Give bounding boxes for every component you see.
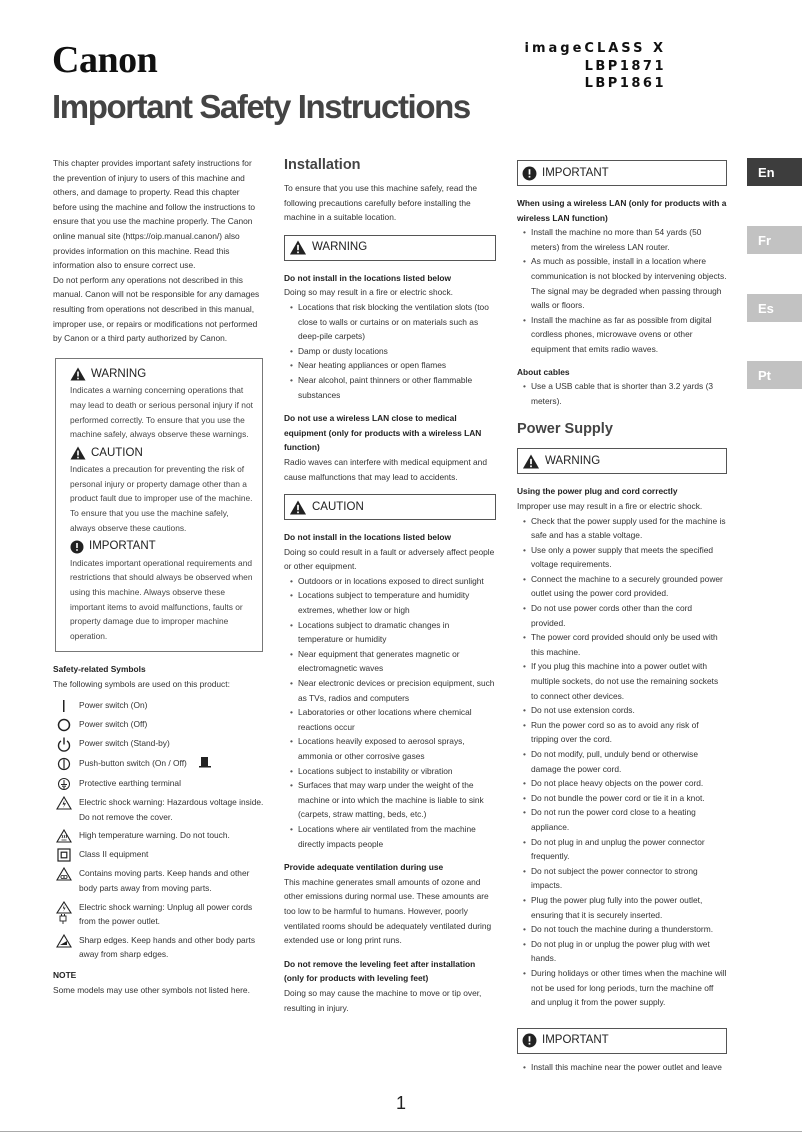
model-series: imageCLASS X <box>524 41 666 56</box>
list-item: • Locations subject to instability or vibration <box>284 764 496 779</box>
list-item: • Do not bundle the power cord or tie it in a knot. <box>517 791 727 806</box>
bullet-list <box>517 514 727 1010</box>
list-item: • Install this machine near the power outlet and leave <box>517 1060 727 1075</box>
symbol-legend-box <box>55 358 263 653</box>
list-item: • Do not use extension cords. <box>517 703 727 718</box>
section-title: Using the power plug and cord correctly <box>517 486 678 497</box>
symbol-row <box>53 756 265 773</box>
list-item: • Locations subject to dramatic changes in temperature or humidity <box>284 618 496 647</box>
list-item: • Use only a power supply that meets the specified voltage requirements. <box>517 543 727 572</box>
important-box <box>517 1028 727 1054</box>
lang-tab-es[interactable]: Es <box>747 294 802 322</box>
note-title: NOTE <box>53 969 77 980</box>
symbol-label: Power switch (Off) <box>79 718 148 729</box>
important-label: IMPORTANT <box>542 166 609 179</box>
list-item: • Run the power cord so as to avoid any risk of tripping over the cord. <box>517 718 727 747</box>
symbol-label: Power switch (On) <box>79 699 148 710</box>
symbol-label: Class II equipment <box>79 849 149 860</box>
page-number: 1 <box>396 1093 407 1113</box>
symbol-label: Power switch (Stand-by) <box>79 737 170 748</box>
list-item: • Do not modify, pull, unduly bend or otherwise damage the power cord. <box>517 747 727 776</box>
list-item: • Do not plug in or unplug the power plug with wet hands. <box>517 937 727 966</box>
list-item: • Locations subject to temperature and humidity extremes, whether low or high <box>284 588 496 617</box>
list-item: • Near heating appliances or open flames <box>284 358 496 373</box>
symbol-label: Push-button switch (On / Off) <box>79 757 187 768</box>
list-item: • Near equipment that generates magnetic or electromagnetic waves <box>284 647 496 676</box>
list-item: • As much as possible, install in a location where communication is not blocked by intervening objects. The signal may be degraded when passing through walls or floors. <box>517 254 727 312</box>
symbol-row <box>53 828 265 843</box>
symbol-label: Sharp edges. Keep hands and other body parts away from sharp edges. <box>79 934 256 960</box>
bullet-list <box>517 1060 727 1075</box>
page-bottom-divider <box>0 1131 802 1132</box>
list-item: • Locations heavily exposed to aerosol sprays, ammonia or other corrosive gases <box>284 734 496 763</box>
list-item: • Install the machine as far as possible from digital cordless phones, microwave ovens or other equipment that emits radio waves. <box>517 313 727 357</box>
model-lbp1871: LBP1871 <box>584 59 666 74</box>
power-on-icon <box>53 698 75 713</box>
bullet-list <box>517 225 727 356</box>
list-item: • Outdoors or in locations exposed to direct sunlight <box>284 574 496 589</box>
section-text: Doing so may cause the machine to move or tip over, resulting in injury. <box>284 987 482 1013</box>
caution-label: CAUTION <box>312 500 364 513</box>
symbol-row <box>53 698 265 713</box>
installation-intro: To ensure that you use this machine safely, read the following precautions carefully before installing the machine in a suitable location. <box>284 183 478 223</box>
symbol-label: Protective earthing terminal <box>79 778 181 789</box>
caution-triangle-icon <box>289 500 307 515</box>
list-item: • Do not use power cords other than the cord provided. <box>517 601 727 630</box>
list-item: • Install the machine no more than 54 yards (50 meters) from the wireless LAN router. <box>517 225 727 254</box>
important-box <box>517 160 727 186</box>
list-item: • Surfaces that may warp under the weight of the machine or into which the machine is liable to sink (carpets, straw matting, beds, etc.) <box>284 778 496 822</box>
lang-tab-pt[interactable]: Pt <box>747 361 802 389</box>
list-item: • Do not run the power cord close to a heating appliance. <box>517 805 727 834</box>
canon-logo: Canon <box>52 39 158 81</box>
legend-caution-title: CAUTION <box>91 446 143 459</box>
column-power <box>517 156 727 1074</box>
caution-triangle-icon <box>70 446 86 460</box>
symbol-row <box>53 866 265 895</box>
list-item: • Do not subject the power connector to strong impacts. <box>517 864 727 893</box>
model-lbp1861: LBP1861 <box>584 76 666 91</box>
symbol-row <box>53 900 265 929</box>
push-button-icon <box>53 756 75 771</box>
note-text: Some models may use other symbols not listed here. <box>53 984 250 995</box>
caution-box <box>284 494 496 520</box>
symbol-row <box>53 795 265 824</box>
list-item: • Locations where air ventilated from the machine directly impacts people <box>284 822 496 851</box>
list-item: • Do not touch the machine during a thunderstorm. <box>517 922 727 937</box>
important-label: IMPORTANT <box>542 1034 609 1047</box>
warning-label: WARNING <box>312 241 368 254</box>
section-title: When using a wireless LAN (only for products with a wireless LAN function) <box>517 198 727 223</box>
symbols-intro: The following symbols are used on this product: <box>53 679 230 689</box>
high-temp-icon <box>53 828 75 843</box>
symbol-row <box>53 847 265 862</box>
list-item: • Use a USB cable that is shorter than 3.2 yards (3 meters). <box>517 379 727 408</box>
electric-shock-icon <box>53 795 75 810</box>
section-title: Do not install in the locations listed below <box>284 532 452 543</box>
symbol-row <box>53 933 265 962</box>
warning-triangle-icon <box>289 240 307 255</box>
list-item: • Laboratories or other locations where chemical reactions occur <box>284 705 496 734</box>
section-intro: Improper use may result in a fire or electric shock. <box>517 500 703 511</box>
legend-warning-text: Indicates a warning concerning operations that may lead to death or serious personal injury if not performed correctly. To ensure that you use the machine safely, always observe these warnings. <box>70 385 253 440</box>
list-item: • Plug the power plug fully into the power outlet, ensuring that it is securely inserted. <box>517 893 727 922</box>
intro-paragraph: This chapter provides important safety instructions for the prevention of injury to users of this machine and others, and damage to property. Read this chapter before using the machine and follow the instructions to ensure that you use the machine properly. The Canon online manual site (https://oip.manual.canon/) also provides information on this machine. Read this information also to ensure correct use. <box>53 158 256 271</box>
intro-paragraph: Do not perform any operations not described in this manual. Canon will not be responsible for any damages resulting from operations not described in this manual, improper use, or repairs or modifications not performed by Canon or a third party authorized by Canon. <box>53 274 260 344</box>
standby-icon <box>53 736 75 752</box>
symbol-label: High temperature warning. Do not touch. <box>79 830 230 841</box>
section-title: Provide adequate ventilation during use <box>284 862 444 873</box>
unplug-icon <box>53 900 75 925</box>
class2-icon <box>53 847 75 862</box>
bullet-list <box>284 300 496 402</box>
bullet-list <box>284 574 496 851</box>
list-item: • During holidays or other times when the machine will not be used for long periods, turn the machine off and unplug it from the power supply. <box>517 966 727 1010</box>
bullet-list <box>517 379 727 408</box>
symbol-label: Electric shock warning: Hazardous voltage inside. Do not remove the cover. <box>79 797 264 822</box>
column-installation <box>284 156 496 1015</box>
warning-triangle-icon <box>522 454 540 469</box>
list-item: • The power cord provided should only be used with this machine. <box>517 630 727 659</box>
symbol-row <box>53 736 265 752</box>
legend-warning-title: WARNING <box>91 367 147 380</box>
sharp-edges-icon <box>53 933 75 948</box>
section-intro: Doing so could result in a fault or adversely affect people or other equipment. <box>284 546 495 572</box>
section-title: Do not remove the leveling feet after installation (only for products with leveling feet) <box>284 958 476 984</box>
legend-important-title: IMPORTANT <box>89 540 156 553</box>
column-intro <box>53 156 265 997</box>
section-text: Radio waves can interfere with medical equipment and cause malfunctions that may lead to accidents. <box>284 456 487 482</box>
legend-important-text: Indicates important operational requirements and restrictions that should always be observed when using this machine. Always observe these important items to avoid malfunctions, faults or property damage due to improper machine operation. <box>70 557 253 641</box>
page-title: Important Safety Instructions <box>52 88 470 125</box>
section-title: Do not use a wireless LAN close to medical equipment (only for products with a wireless LAN function) <box>284 413 482 453</box>
power-off-icon <box>53 717 75 732</box>
installation-heading: Installation <box>284 157 361 173</box>
list-item: • If you plug this machine into a power outlet with multiple sockets, do not use the remaining sockets to connect other devices. <box>517 659 727 703</box>
lang-tab-fr[interactable]: Fr <box>747 226 802 254</box>
earth-icon <box>53 776 75 791</box>
symbols-title: Safety-related Symbols <box>53 664 146 675</box>
push-button-symbol-icon <box>199 756 211 773</box>
symbol-row <box>53 776 265 791</box>
warning-triangle-icon <box>70 367 86 381</box>
warning-label: WARNING <box>545 455 601 468</box>
list-item: • Do not place heavy objects on the power cord. <box>517 776 727 791</box>
important-circle-icon <box>70 540 84 554</box>
legend-caution-text: Indicates a precaution for preventing the risk of personal injury or property damage other than a product fault due to improper use of the machine. To ensure that you use the machine safely, always observe these cautions. <box>70 464 253 533</box>
lang-tab-en[interactable]: En <box>747 158 802 186</box>
list-item: • Locations that risk blocking the ventilation slots (too close to walls or curtains or on materials such as deep-pile carpets) <box>284 300 496 344</box>
list-item: • Check that the power supply used for the machine is safe and has a stable voltage. <box>517 514 727 543</box>
warning-box <box>284 235 496 261</box>
list-item: • Near electronic devices or precision equipment, such as TVs, radios and computers <box>284 676 496 705</box>
symbol-label: Contains moving parts. Keep hands and other body parts away from moving parts. <box>79 868 250 893</box>
power-supply-heading: Power Supply <box>517 421 613 438</box>
section-title: About cables <box>517 366 570 377</box>
section-intro: Doing so may result in a fire or electric shock. <box>284 287 453 298</box>
symbol-row <box>53 717 265 732</box>
list-item: • Connect the machine to a securely grounded power outlet using the power cord provided. <box>517 572 727 601</box>
moving-parts-icon <box>53 866 75 881</box>
important-circle-icon <box>522 166 537 181</box>
symbol-label: Electric shock warning: Unplug all power cords from the power outlet. <box>79 901 253 927</box>
list-item: • Near alcohol, paint thinners or other flammable substances <box>284 373 496 402</box>
important-circle-icon <box>522 1033 537 1048</box>
warning-box <box>517 448 727 474</box>
section-title: Do not install in the locations listed below <box>284 272 452 283</box>
list-item: • Do not plug in and unplug the power connector frequently. <box>517 835 727 864</box>
section-text: This machine generates small amounts of ozone and other emissions during normal use. These amounts are too low to be harmful to humans. However, poorly ventilated rooms should be adequately ventilated during extended use or long print runs. <box>284 876 492 946</box>
list-item: • Damp or dusty locations <box>284 344 496 359</box>
